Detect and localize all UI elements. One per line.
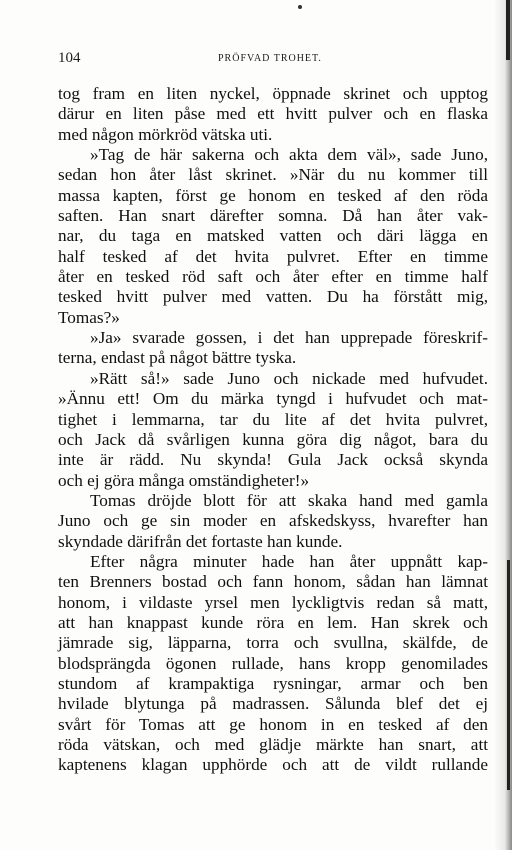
text-line: blodsprängda ögonen rullade, hans kropp genomilades [58, 653, 488, 673]
text-line: Tomas?» [58, 307, 120, 327]
text-line: ten Brenners bostad och fann honom, sådan han lämnat [58, 572, 488, 592]
text-line: kaptenens klagan upphörde och att de vildt rullande [58, 755, 488, 775]
text-line: stundom af krampaktiga rysningar, armar och ben [58, 673, 488, 693]
text-line: massa kapten, först ge honom en tesked af den röda [58, 185, 488, 205]
text-line: och Jack då svårligen kunna göra dig något, bara du [58, 429, 488, 449]
text-line: Efter några minuter hade han åter uppnått kap- [90, 551, 488, 571]
text-line: hvilade blytunga på madrassen. Sålunda blef det ej [58, 694, 488, 714]
text-line: half tesked af det hvita pulvret. Efter en timme [58, 246, 488, 266]
text-line: åter en tesked röd saft och åter efter en timme half [58, 267, 488, 287]
text-line: »Tag de här sakerna och akta dem väl», sade Juno, [90, 145, 488, 165]
body-text [58, 84, 488, 776]
text-line: tog fram en liten nyckel, öppnade skrinet och upptog [58, 84, 488, 103]
text-line: jämrade sig, läpparna, torra och svullna, skälfde, de [58, 633, 488, 653]
page-edge-mark [507, 560, 510, 790]
text-line: »Ännu ett! Om du märka tyngd i hufvudet och mat- [58, 389, 488, 409]
text-line: med någon mörkröd vätska uti. [58, 124, 273, 144]
text-line: därur en liten påse med ett hvitt pulver och en flaska [58, 104, 488, 124]
page-number: 104 [58, 50, 81, 66]
text-line: och ej göra många omständigheter!» [58, 470, 310, 490]
running-title: PRÖFVAD TROHET. [218, 53, 322, 64]
text-line: sedan hon åter låst skrinet. »När du nu kommer till [58, 165, 488, 185]
text-line: inte är rädd. Nu skynda! Gula Jack också skynda [58, 450, 488, 470]
text-line: att han knappast kunde röra en lem. Han skrek och [58, 612, 488, 632]
text-line: skyndade därifrån det fortaste han kunde. [58, 531, 343, 551]
text-line: Tomas dröjde blott för att skaka hand med gamla [90, 490, 488, 510]
text-line: tighet i lemmarna, tar du lite af det hvita pulvret, [58, 409, 488, 429]
text-line: »Ja» svarade gossen, i det han upprepade föreskrif- [90, 328, 488, 348]
text-line: »Rätt så!» sade Juno och nickade med hufvudet. [90, 368, 488, 388]
text-line: svårt för Tomas att ge honom in en tesked af den [58, 714, 488, 734]
page-header [58, 50, 488, 70]
text-line: tesked hvitt pulver med vatten. Du ha förstått mig, [58, 287, 488, 307]
print-speck [298, 5, 302, 9]
text-line: honom, i vildaste yrsel men lyckligtvis redan så matt, [58, 592, 488, 612]
text-line: nar, du taga en matsked vatten och däri lägga en [58, 226, 488, 246]
page-edge-mark [506, 0, 510, 60]
text-line: terna, endast på något bättre tyska. [58, 348, 297, 368]
text-line: saften. Han snart därefter somna. Då han åter vak- [58, 206, 488, 226]
text-line: röda vätskan, och med glädje märkte han snart, att [58, 735, 488, 754]
text-line: Juno och ge sin moder en afskedskyss, hvarefter han [58, 511, 488, 531]
